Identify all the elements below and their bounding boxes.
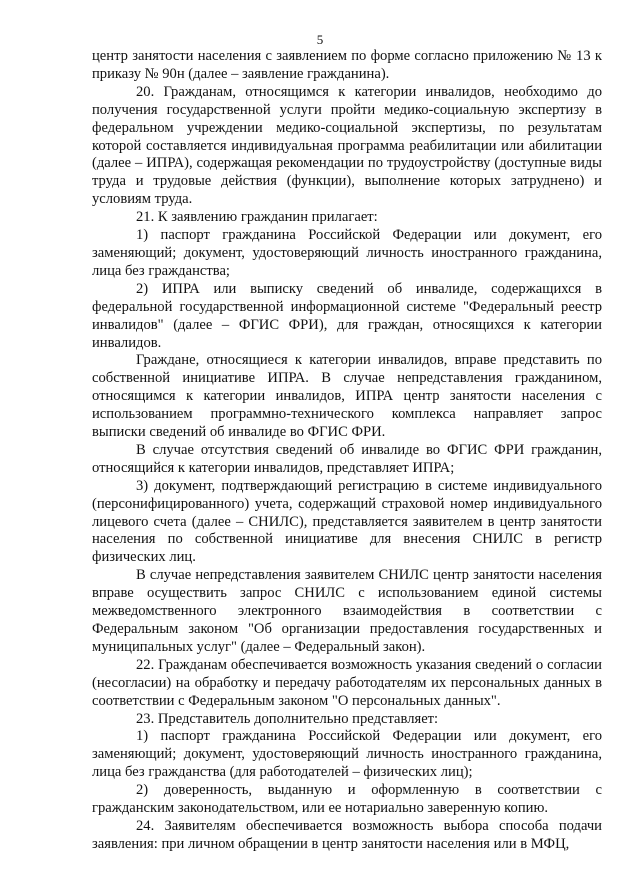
- paragraph-24: 24. Заявителям обеспечивается возможность выбора способа подачи заявления: при личном обращении в центр занятости населения или в МФЦ,: [92, 817, 602, 852]
- paragraph-disabled-ipra: Граждане, относящиеся к категории инвалидов, вправе представить по собственной инициативе ИПРА. В случае непредставления гражданином, относящимся к категории инвалидов, ИПРА центр занятости населения с использованием программно-технического комплекса направляет запрос выписки сведений об инвалиде во ФГИС ФРИ.: [92, 352, 602, 441]
- paragraph-21-item-2: 2) ИПРА или выписку сведений об инвалиде, содержащихся в федеральной государственной информационной системе "Федеральный реестр инвалидов" (далее – ФГИС ФРИ), для граждан, относящихся к категории инвалидов.: [92, 280, 602, 351]
- document-body: [92, 48, 602, 854]
- paragraph-snils-request: В случае непредставления заявителем СНИЛС центр занятости населения вправе осуществить запрос СНИЛС с использованием единой системы межведомственного электронного взаимодействия в соответствии с Федеральным законом "Об организации предоставления государственных и муниципальных услуг" (далее – Федеральный закон).: [92, 567, 602, 655]
- paragraph-20: 20. Гражданам, относящимся к категории инвалидов, необходимо до получения государственной услуги пройти медико-социальную экспертизу в федеральном учреждении медико-социальной экспертизы, по результатам которой составляется индивидуальная программа реабилитации или абилитации (далее – ИПРА), содержащая рекомендации по трудоустройству (доступные виды труда и трудовые действия (функции), выполнение которых затруднено) и условиям труда.: [92, 83, 602, 208]
- paragraph-21: 21. К заявлению гражданин прилагает:: [136, 209, 378, 226]
- paragraph-21-item-1: 1) паспорт гражданина Российской Федерации или документ, его заменяющий; документ, удостоверяющий личность иностранного гражданина, лица без гражданства;: [92, 227, 602, 279]
- paragraph-21-item-3: 3) документ, подтверждающий регистрацию в системе индивидуального (персонифицированного) учета, содержащий страховой номер индивидуального лицевого счета (далее – СНИЛС), представляется заявителем в центр занятости населения по собственной инициативе для внесения СНИЛС в регистр физических лиц.: [92, 477, 602, 566]
- paragraph-23: 23. Представитель дополнительно представляет:: [136, 710, 439, 727]
- page-number: 5: [316, 32, 324, 47]
- paragraph-23-item-1: 1) паспорт гражданина Российской Федерации или документ, его заменяющий; документ, удостоверяющий личность иностранного гражданина, лица без гражданства (для работодателей – физических лиц);: [92, 728, 602, 781]
- paragraph-23-item-2: 2) доверенность, выданную и оформленную в соответствии с гражданским законодательством, или ее нотариально заверенную копию.: [92, 782, 602, 817]
- paragraph-22: 22. Гражданам обеспечивается возможность указания сведений о согласии (несогласии) на обработку и передачу работодателям их персональных данных в соответствии с Федеральным законом "О персональных данных".: [92, 656, 602, 709]
- paragraph-absent-fgis: В случае отсутствия сведений об инвалиде во ФГИС ФРИ гражданин, относящийся к категории инвалидов, представляет ИПРА;: [92, 441, 602, 476]
- paragraph-continuation: центр занятости населения с заявлением по форме согласно приложению № 13 к приказу № 90н (далее – заявление гражданина).: [92, 48, 602, 82]
